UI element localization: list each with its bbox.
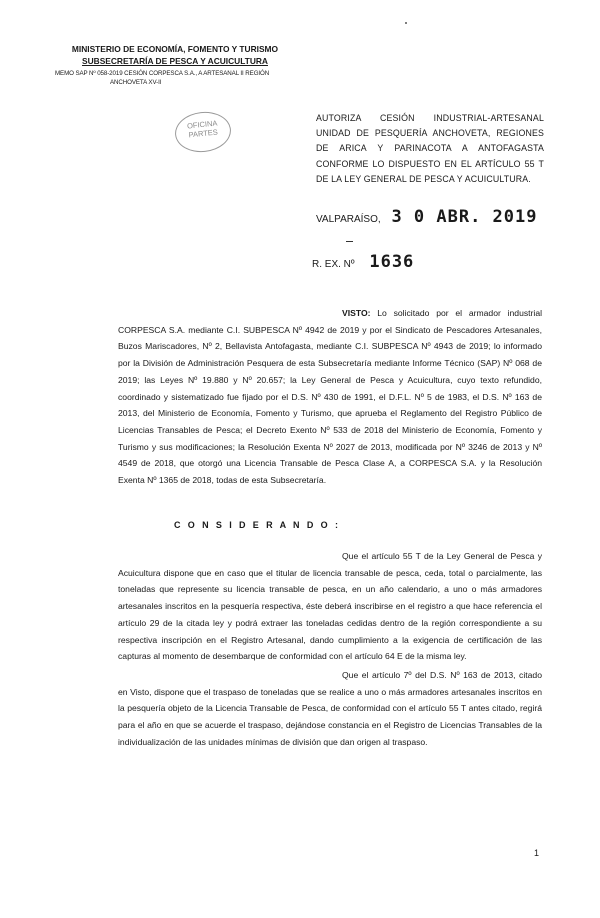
resolution-number-line <box>312 252 414 272</box>
resolution-title: AUTORIZA CESIÓN INDUSTRIAL-ARTESANAL UNIDAD DE PESQUERÍA ANCHOVETA, REGIONES DE ARICA Y PARINACOTA A ANTOFAGASTA CONFORME LO DISPUESTO EN EL ARTÍCULO 55 T DE LA LEY GENERAL DE PESCA Y ACUICULTURA. <box>316 113 544 184</box>
stamp-line2: PARTES <box>188 127 219 140</box>
undersecretariat-name: SUBSECRETARÍA DE PESCA Y ACUICULTURA <box>82 56 268 66</box>
visto-paragraph <box>118 305 542 489</box>
scan-speck <box>405 22 407 24</box>
memo-reference-line2: ANCHOVETA XV-II <box>110 79 162 86</box>
considerando-paragraph-2: Que el artículo 7º del D.S. Nº 163 de 2013, citado en Visto, dispone que el traspaso de toneladas que se realice a uno o más armadores artesanales inscritos en la pesquería objeto de la Licencia Transable de Pesca, de conformidad con el artículo 55 T antes citado, regirá para el año en que se acuerde el traspaso, dejándose constancia en el Registro de Licencias Transables de la individualización de las unidades mínimas de división que dan origen al traspaso. <box>118 670 542 747</box>
considerando-heading: C O N S I D E R A N D O : <box>174 520 341 530</box>
date-value: 3 0 ABR. 2019 <box>391 207 538 227</box>
resolution-number: 1636 <box>369 252 415 272</box>
visto-text: Lo solicitado por el armador industrial CORPESCA S.A. mediante C.I. SUBPESCA Nº 4942 de 2019 y por el Sindicato de Pescadores Artesanales, Buzos Mariscadores, Nº 2, Bellavista Antofagasta, mediante C.I. SUBPESCA Nº 4943 de 2019; lo informado por la División de Administración Pesquera de esta Subsecretaría mediante Informe Técnico (SAP) Nº 068 de 2019; las Leyes Nº 19.880 y Nº 20.657; la Ley General de Pesca y Acuicultura, cuyo texto refundido, coordinado y sistematizado fue fijado por el D.S. Nº 430 de 1991, el D.F.L. Nº 5 de 1983, el D.S. Nº 163 de 2013, del Ministerio de Economía, Fomento y Turismo, que aprueba el Reglamento del Registro Público de Licencias Transables de Pesca; el Decreto Exento Nº 533 de 2018 del Ministerio de Economía, Fomento y Turismo y sus modificaciones; la Resolución Exenta Nº 2027 de 2013, modificada por Nº 3246 de 2013 y Nº 4549 de 2018, que otorgó una Licencia Transable de Pesca Clase A, a CORPESCA S.A. y la Resolución Exenta Nº 1365 de 2018, todas de esta Subsecretaría. <box>118 308 543 486</box>
stamp-line1: OFICINA <box>186 118 218 131</box>
office-stamp <box>173 109 233 155</box>
visto-label: VISTO: <box>342 308 371 318</box>
page-number: 1 <box>534 848 540 858</box>
ministry-name: MINISTERIO DE ECONOMÍA, FOMENTO Y TURISMO <box>71 44 279 54</box>
resolution-label: R. EX. Nº <box>312 259 355 270</box>
date-line <box>316 207 538 227</box>
considerando-paragraph-1: Que el artículo 55 T de la Ley General de Pesca y Acuicultura dispone que en caso que el titular de licencia transable de pesca, ceda, total o parcialmente, las toneladas que represente su licencia transable de pesca, en un año calendario, a uno o más armadores artesanales inscritos en la pesquería respectiva, éste deberá inscribirse en el registro a que hace referencia el artículo 29 de la citada ley y podrá extraer las toneladas cedidas dentro de la región correspondiente a su respectiva inscripción en el Registro Artesanal, dando cumplimiento a la exigencia de certificación de las capturas al momento de desembarque de conformidad con el artículo 64 E de la misma ley. <box>118 551 542 662</box>
date-city: VALPARAÍSO, <box>316 214 381 225</box>
memo-reference: MEMO SAP Nº 058-2019 CESIÓN CORPESCA S.A., A ARTESANAL II REGIÓN <box>55 70 270 77</box>
handwritten-mark <box>346 241 353 242</box>
